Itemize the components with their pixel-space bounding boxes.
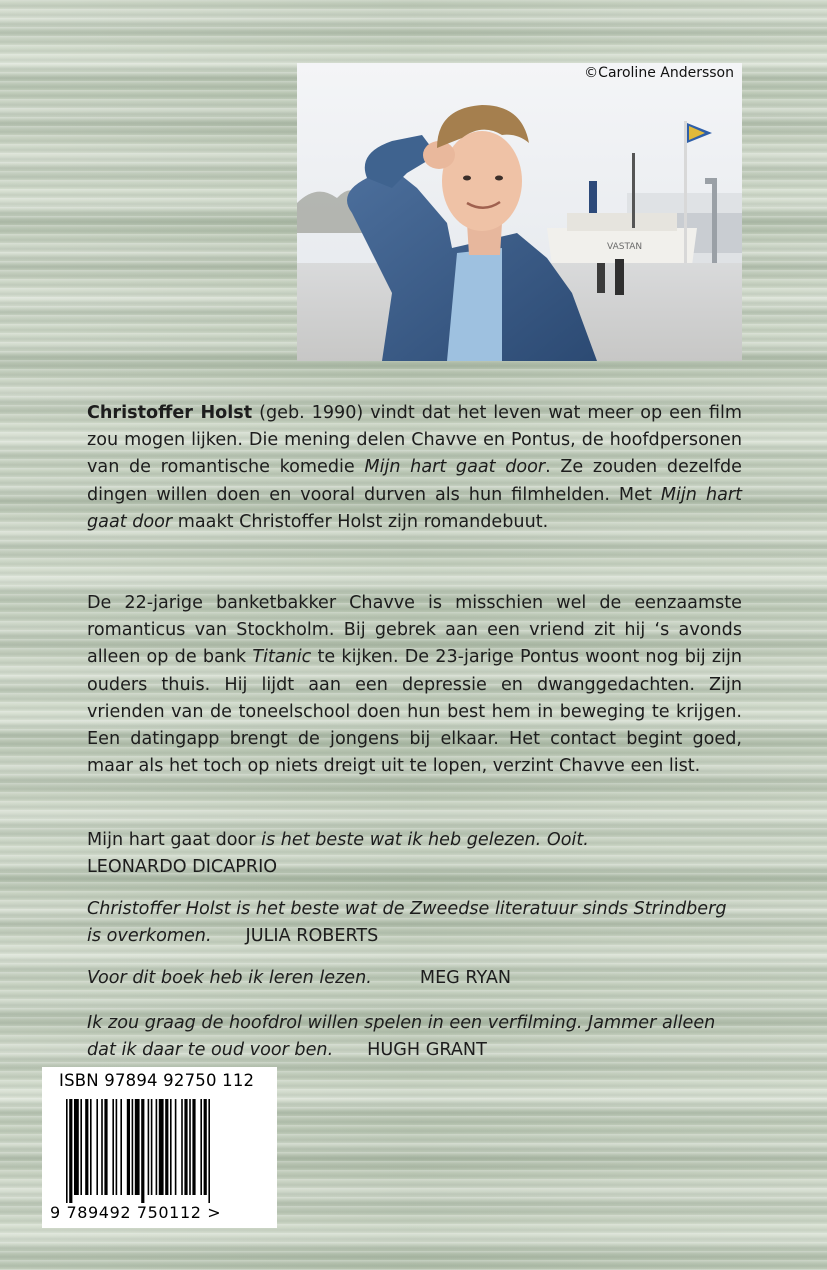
author-bio (87, 400, 742, 536)
svg-text:VASTAN: VASTAN (607, 242, 643, 252)
quote-book-title: Mijn hart gaat door (87, 830, 256, 850)
barcode-bar (159, 1099, 164, 1195)
barcode-bar (101, 1099, 103, 1195)
barcode-bar (184, 1099, 187, 1195)
barcode-bar (148, 1099, 150, 1195)
quote-text: Ik zou graag de hoofdrol willen spelen in een verfilming. Jammer alleen dat ik daar te oud voor ben. (87, 1013, 716, 1061)
barcode-bar (80, 1099, 82, 1195)
quote-text: Voor dit boek heb ik leren lezen. (87, 968, 372, 988)
quote-text: Christoffer Holst is het beste wat de Zweedse literatuur sinds Strindberg is overkomen. (87, 899, 727, 947)
barcode-bar (151, 1099, 153, 1195)
barcode-bar (165, 1099, 168, 1195)
bio-text-3: maakt Christoffer Holst zijn romandebuut. (172, 511, 549, 532)
barcode-bar (200, 1099, 202, 1195)
barcode-bar (120, 1099, 122, 1195)
barcode-bar (135, 1099, 140, 1195)
photo-credit: ©Caroline Andersson (584, 65, 734, 81)
barcode-bar (141, 1099, 144, 1203)
barcode-bar (69, 1099, 72, 1203)
book-summary (87, 590, 742, 780)
review-quote (87, 896, 742, 950)
book-title: Mijn hart gaat door (87, 484, 743, 532)
isbn-label: ISBN 97894 92750 112 (59, 1071, 255, 1090)
barcode-bars (66, 1099, 256, 1203)
barcode-bar (112, 1099, 114, 1195)
barcode-bar (170, 1099, 172, 1195)
barcode-bar (85, 1099, 88, 1195)
review-quote (87, 827, 742, 881)
bio-text-1: (geb. 1990) vindt dat het leven wat meer op een film zou mogen lijken. Die mening delen Chavve en Pontus, de hoofdpersonen van de romantische komedie (87, 403, 742, 478)
summary-text-2: te kijken. De 23-jarige Pontus woont nog bij zijn ouders thuis. Hij lijdt aan een depressie en dwanggedachten. Zijn vrienden van de toneelschool doen hun best hem in beweging te krijgen. Een datingapp brengt de jongens bij elkaar. Het contact begint goed, maar als het toch op niets dreigt uit te lopen, verzint Chavve een list. (87, 647, 742, 777)
review-quote (87, 1010, 742, 1064)
barcode-bar (127, 1099, 130, 1195)
isbn-barcode (42, 1067, 277, 1228)
barcode-bar (96, 1099, 98, 1195)
barcode-bar (175, 1099, 177, 1195)
barcode-bar (204, 1099, 207, 1195)
barcode-bar (116, 1099, 118, 1195)
book-title: Mijn hart gaat door (364, 457, 546, 478)
quote-author: LEONARDO DICAPRIO (87, 857, 278, 878)
author-photo-image (297, 63, 742, 361)
film-title: Titanic (252, 647, 312, 668)
barcode-bar (156, 1099, 158, 1195)
barcode-bar (192, 1099, 195, 1195)
quote-author: HUGH GRANT (367, 1040, 487, 1061)
barcode-bar (90, 1099, 92, 1195)
quote-author: JULIA ROBERTS (245, 926, 379, 947)
author-photo (297, 63, 742, 361)
quote-author: MEG RYAN (419, 968, 512, 988)
review-quote (87, 965, 742, 992)
barcode-bar (189, 1099, 191, 1195)
summary-text-1: De 22-jarige banketbakker Chavve is misschien wel de eenzaamste romanticus van Stockholm. Bij gebrek aan een vriend zit hij ‘s avonds alleen op de bank (87, 593, 742, 668)
barcode-bar (208, 1099, 210, 1203)
bio-text-2: . Ze zouden dezelfde dingen willen doen en vooral durven als hun filmhelden. Met (87, 457, 742, 505)
author-name: Christoffer Holst (87, 403, 253, 423)
barcode-bar (66, 1099, 68, 1203)
barcode-bar (74, 1099, 79, 1195)
barcode-bar (132, 1099, 134, 1195)
quote-text: is het beste wat ik heb gelezen. Ooit. (255, 830, 589, 850)
barcode-bar (181, 1099, 183, 1195)
isbn-digits: 9 789492 750112 > (50, 1203, 222, 1222)
barcode-bar (104, 1099, 107, 1195)
